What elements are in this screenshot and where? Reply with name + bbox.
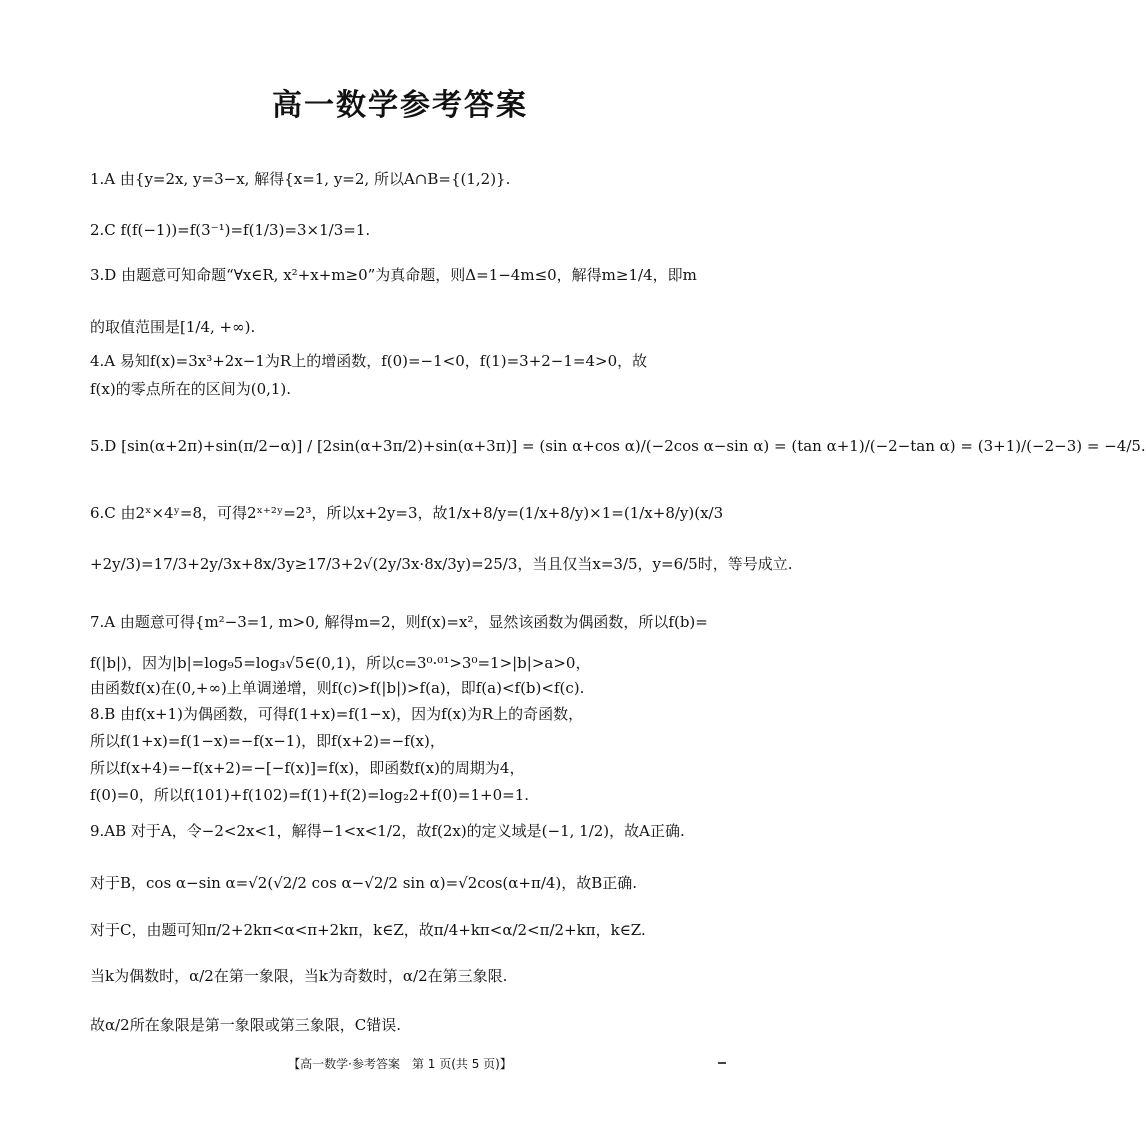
answer-8-line-3: 所以f(x+4)=−f(x+2)=−[−f(x)]=f(x)，即函数f(x)的周期为4， <box>90 759 525 777</box>
answer-3-line: 3.D 由题意可知命题“∀x∈R, x²+x+m≥0”为真命题，则Δ=1−4m≤0，解得m≥1/4，即m <box>90 266 697 284</box>
answer-9-line-b: 对于B，cos α−sin α=√2(√2/2 cos α−√2/2 sin α)=√2cos(α+π/4)，故B正确. <box>90 874 638 892</box>
answer-9-line-c: 对于C，由题可知π/2+2kπ<α<π+2kπ，k∈Z，故π/4+kπ<α/2<π/2+kπ，k∈Z. <box>90 921 646 939</box>
page-footer: 【高一数学·参考答案 第 1 页(共 5 页)】 <box>288 1057 512 1071</box>
answer-9-line-k: 当k为偶数时，α/2在第一象限，当k为奇数时，α/2在第三象限. <box>90 967 508 985</box>
answer-9-line: 9.AB 对于A，令−2<2x<1，解得−1<x<1/2，故f(2x)的定义域是(−1, 1/2)，故A正确. <box>90 822 685 840</box>
answer-7-line-3: 由函数f(x)在(0,+∞)上单调递增，则f(c)>f(|b|)>f(a)，即f(a)<f(b)<f(c). <box>90 679 585 697</box>
answer-8-line-4: f(0)=0，所以f(101)+f(102)=f(1)+f(2)=log₂2+f(0)=1+0=1. <box>90 786 530 804</box>
answer-7-line: 7.A 由题意可得{m²−3=1, m>0, 解得m=2，则f(x)=x²，显然该函数为偶函数，所以f(b)= <box>90 613 708 631</box>
answer-5-line: 5.D [sin(α+2π)+sin(π/2−α)] / [2sin(α+3π/2)+sin(α+3π)] = (sin α+cos α)/(−2cos α−sin α) = (tan α+1)/(−2−tan α) = (3+1)/(−2−3) = −4/5. <box>90 437 1146 455</box>
answer-6-line-2: +2y/3)=17/3+2y/3x+8x/3y≥17/3+2√(2y/3x·8x/3y)=25/3，当且仅当x=3/5，y=6/5时，等号成立. <box>90 555 793 573</box>
answer-8-line-2: 所以f(1+x)=f(1−x)=−f(x−1)，即f(x+2)=−f(x)， <box>90 732 445 750</box>
answer-4-line-2: f(x)的零点所在的区间为(0,1). <box>90 380 292 398</box>
answer-7-line-2: f(|b|)，因为|b|=log₉5=log₃√5∈(0,1)，所以c=3⁰·⁰¹>3⁰=1>|b|>a>0， <box>90 654 591 672</box>
answer-3-line-2: 的取值范围是[1/4, +∞). <box>90 318 256 336</box>
answer-9-line-conclusion: 故α/2所在象限是第一象限或第三象限，C错误. <box>90 1016 401 1034</box>
answer-1-line: 1.A 由{y=2x, y=3−x, 解得{x=1, y=2, 所以A∩B={(1,2)}. <box>90 170 511 188</box>
answer-6-line: 6.C 由2ˣ×4ʸ=8，可得2ˣ⁺²ʸ=2³，所以x+2y=3，故1/x+8/y=(1/x+8/y)×1=(1/x+8/y)(x/3 <box>90 504 724 522</box>
answer-4-line: 4.A 易知f(x)=3x³+2x−1为R上的增函数，f(0)=−1<0，f(1)=3+2−1=4>0，故 <box>90 352 648 370</box>
corner-mark <box>718 1062 726 1064</box>
answer-8-line: 8.B 由f(x+1)为偶函数，可得f(1+x)=f(1−x)，因为f(x)为R上的奇函数， <box>90 705 584 723</box>
page-title: 高一数学参考答案 <box>272 88 528 123</box>
answer-2-line: 2.C f(f(−1))=f(3⁻¹)=f(1/3)=3×1/3=1. <box>90 221 371 239</box>
